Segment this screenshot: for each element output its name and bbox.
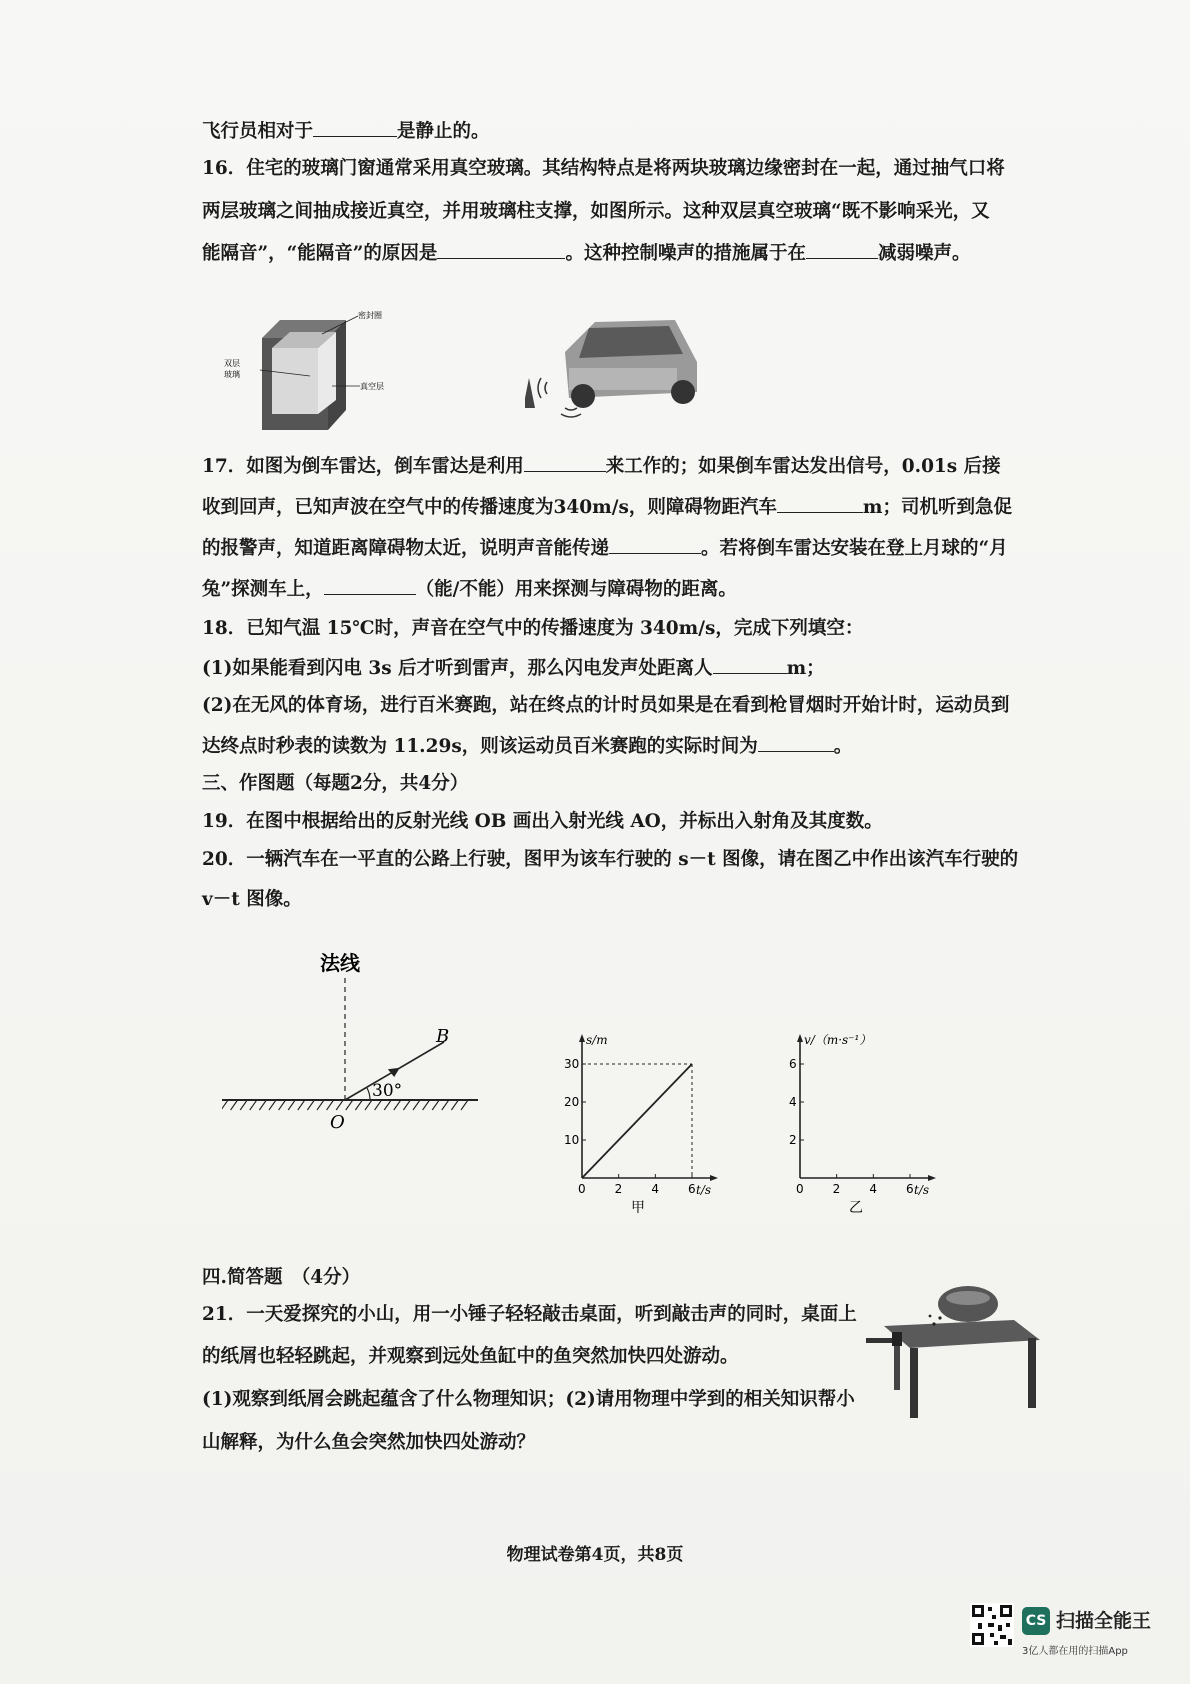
x-axis-arrow xyxy=(928,1175,936,1181)
y-axis-arrow xyxy=(579,1034,585,1042)
vt-chart-plot xyxy=(789,1033,936,1216)
q17-text-c: 收到回声，已知声波在空气中的传播速度为340m/s，则障碍物距汽车 xyxy=(202,497,777,518)
label-vacuum: 真空层 xyxy=(360,382,384,391)
y-tick-label: 6 xyxy=(789,1057,797,1071)
label-double-b: 玻璃 xyxy=(224,370,240,379)
hatch-mark xyxy=(355,1100,362,1110)
q17-text-d: m；司机听到急促 xyxy=(862,497,1012,518)
q20-line1: 20．一辆汽车在一平直的公路上行驶，图甲为该车行驶的 s－t 图像，请在图乙中作出该汽车行驶的 xyxy=(202,849,1019,870)
hatch-mark xyxy=(442,1100,449,1110)
q16-text-c: 减弱噪声。 xyxy=(877,243,971,264)
hatch-mark xyxy=(346,1100,353,1110)
scanner-subtitle: 3亿人都在用的扫描App xyxy=(1022,1646,1128,1657)
q15-text-a: 飞行员相对于 xyxy=(202,121,314,142)
q15-text-b: 是静止的。 xyxy=(397,121,490,142)
q20-line2: v－t 图像。 xyxy=(202,889,302,910)
x-tick-label: 6 xyxy=(688,1182,696,1196)
q21-line3: (1)观察到纸屑会跳起蕴含了什么物理知识；(2)请用物理中学到的相关知识帮小 xyxy=(202,1389,855,1410)
q18-blank-2 xyxy=(758,733,834,752)
y-tick-label: 10 xyxy=(564,1133,580,1147)
x-tick-label: 4 xyxy=(869,1182,877,1196)
q17-blank-4 xyxy=(324,576,416,595)
q17-text-e: 的报警声，知道距离障碍物太近，说明声音能传递 xyxy=(202,538,610,559)
st-chart-plot xyxy=(564,1033,718,1216)
q21-line1: 21．一天爱探究的小山，用一小锤子轻轻敲击桌面，听到敲击声的同时，桌面上 xyxy=(202,1304,857,1325)
hatch-mark xyxy=(307,1100,314,1110)
q17-line3 xyxy=(202,535,1008,561)
section-4-title: 四.简答题 （4分） xyxy=(202,1267,361,1288)
q18-sub2-line1: (2)在无风的体育场，进行百米赛跑，站在终点的计时员如果是在看到枪冒烟时开始计时，运动员到 xyxy=(202,695,1010,716)
car-wheel-right xyxy=(671,380,695,404)
series-line xyxy=(582,1064,692,1178)
q16-line3 xyxy=(202,240,1002,266)
q17-text-a: 17．如图为倒车雷达，倒车雷达是利用 xyxy=(202,456,524,477)
hatch-mark xyxy=(394,1100,401,1110)
hammer-head xyxy=(892,1332,902,1346)
y-tick-label: 4 xyxy=(789,1095,797,1109)
y-tick-label: 30 xyxy=(564,1057,580,1071)
paper-scrap-1 xyxy=(932,1322,935,1325)
q17-line2 xyxy=(202,494,1012,520)
point-b-label: B xyxy=(436,1026,450,1047)
q16-text-b: 。这种控制噪声的措施属于在 xyxy=(565,243,806,264)
car-radar-figure xyxy=(525,312,705,442)
q18-line1: 18．已知气温 15℃时，声音在空气中的传播速度为 340m/s，完成下列填空： xyxy=(202,618,864,639)
paper-scrap-3 xyxy=(929,1315,932,1318)
q17-line1 xyxy=(202,453,1002,479)
x-tick-label: 2 xyxy=(614,1182,623,1196)
x-axis-arrow xyxy=(710,1175,718,1181)
hatch-mark xyxy=(432,1100,439,1110)
hatch-mark xyxy=(222,1100,228,1110)
hatch-mark xyxy=(259,1100,266,1110)
hatch-mark xyxy=(327,1100,334,1110)
q17-text-g: 兔”探测车上， xyxy=(202,579,324,600)
q16-line1: 16．住宅的玻璃门窗通常采用真空玻璃。其结构特点是将两块玻璃边缘密封在一起，通过抽气口将 xyxy=(202,158,1005,179)
hammer-handle xyxy=(866,1338,896,1343)
x-tick-label: 6 xyxy=(906,1182,914,1196)
hatch-mark xyxy=(365,1100,372,1110)
car-rear-window xyxy=(579,326,683,358)
q16-blank-1 xyxy=(437,240,565,259)
hatch-mark xyxy=(403,1100,410,1110)
q17-text-f: 。若将倒车雷达安装在登上月球的“月 xyxy=(701,538,1008,559)
q19-text: 19．在图中根据给出的反射光线 OB 画出入射光线 AO，并标出入射角及其度数。 xyxy=(202,811,883,832)
q18-sub1 xyxy=(202,655,1002,681)
mirror-hatching xyxy=(222,1100,468,1110)
vt-chart xyxy=(770,1030,970,1220)
point-o-label: O xyxy=(330,1112,345,1133)
normal-label: 法线 xyxy=(320,951,360,975)
hatch-mark xyxy=(269,1100,276,1110)
q17-line4 xyxy=(202,576,1002,602)
chart-caption: 乙 xyxy=(849,1200,863,1216)
glass-pane xyxy=(272,348,318,414)
hatch-mark xyxy=(423,1100,430,1110)
y-axis-arrow xyxy=(797,1034,803,1042)
q17-blank-1 xyxy=(524,453,606,472)
q17-text-b: 来工作的；如果倒车雷达发出信号，0.01s 后接 xyxy=(605,456,1001,477)
scanner-logo-icon: CS xyxy=(1022,1607,1050,1635)
angle-label: 30° xyxy=(372,1081,403,1101)
hatch-mark xyxy=(288,1100,295,1110)
q21-line2: 的纸屑也轻轻跳起，并观察到远处鱼缸中的鱼突然加快四处游动。 xyxy=(202,1346,739,1367)
hatch-mark xyxy=(279,1100,286,1110)
y-tick-label: 2 xyxy=(789,1133,797,1147)
radar-waves-bottom xyxy=(561,408,581,417)
q17-blank-2 xyxy=(777,494,863,513)
car-wheel-left xyxy=(571,384,595,408)
hatch-mark xyxy=(413,1100,420,1110)
table-top xyxy=(884,1320,1040,1348)
hatch-mark xyxy=(461,1100,468,1110)
table-leg-1 xyxy=(910,1348,918,1418)
table-leg-3 xyxy=(894,1340,900,1390)
chart-caption: 甲 xyxy=(631,1200,645,1216)
q18-text-c: 达终点时秒表的读数为 11.29s，则该运动员百米赛跑的实际时间为 xyxy=(202,736,758,757)
ray-arrow xyxy=(388,1068,400,1077)
hatch-mark xyxy=(298,1100,305,1110)
x-axis-label: t/s xyxy=(914,1183,930,1197)
angle-arc xyxy=(367,1088,370,1100)
q18-text-a: (1)如果能看到闪电 3s 后才听到雷声，那么闪电发声处距离人 xyxy=(202,658,713,679)
q18-text-b: m； xyxy=(786,658,825,679)
hatch-mark xyxy=(250,1100,257,1110)
q16-line2: 两层玻璃之间抽成接近真空，并用玻璃柱支撑，如图所示。这种双层真空玻璃“既不影响采光，又 xyxy=(202,201,990,222)
y-axis-label: v/（m·s⁻¹） xyxy=(804,1033,872,1047)
q16-blank-2 xyxy=(806,240,878,259)
traffic-cone xyxy=(525,378,535,408)
q15-blank xyxy=(313,118,397,137)
hatch-mark xyxy=(317,1100,324,1110)
q21-line4: 山解释，为什么鱼会突然加快四处游动？ xyxy=(202,1432,536,1453)
q17-text-h: （能/不能）用来探测与障碍物的距离。 xyxy=(415,579,737,600)
hatch-mark xyxy=(240,1100,247,1110)
radar-waves-left xyxy=(538,378,547,398)
y-tick-label: 20 xyxy=(564,1095,580,1109)
vacuum-glass-figure xyxy=(210,310,390,440)
qr-code-icon xyxy=(970,1603,1014,1647)
fish-bowl-top xyxy=(946,1291,990,1305)
q18-text-d: 。 xyxy=(833,736,853,757)
paper-scrap-2 xyxy=(938,1316,941,1319)
hatch-mark xyxy=(451,1100,458,1110)
q15-tail xyxy=(202,118,1002,144)
y-axis-label: s/m xyxy=(586,1033,608,1047)
section-3-title: 三、作图题（每题2分，共4分） xyxy=(202,773,469,794)
x-tick-label: 2 xyxy=(832,1182,841,1196)
label-seal: 密封圈 xyxy=(358,311,382,320)
q16-text-a: 能隔音”，“能隔音”的原因是 xyxy=(202,243,438,264)
q18-sub2-line2 xyxy=(202,733,1002,759)
hatch-mark xyxy=(384,1100,391,1110)
scanner-title: 扫描全能王 xyxy=(1056,1610,1152,1632)
table-leg-2 xyxy=(1028,1338,1036,1408)
hatch-mark xyxy=(375,1100,382,1110)
page-footer: 物理试卷第4页，共8页 xyxy=(506,1545,684,1565)
q18-blank-1 xyxy=(713,655,787,674)
x-tick-label: 0 xyxy=(796,1182,804,1196)
x-tick-label: 4 xyxy=(651,1182,659,1196)
x-axis-label: t/s xyxy=(696,1183,712,1197)
table-fishbowl-figure xyxy=(864,1282,1044,1422)
st-chart xyxy=(558,1030,738,1220)
reflection-figure xyxy=(222,950,482,1140)
q17-blank-3 xyxy=(609,535,701,554)
hatch-mark xyxy=(231,1100,238,1110)
x-tick-label: 0 xyxy=(578,1182,586,1196)
hatch-mark xyxy=(336,1100,343,1110)
label-double-a: 双层 xyxy=(224,359,240,368)
